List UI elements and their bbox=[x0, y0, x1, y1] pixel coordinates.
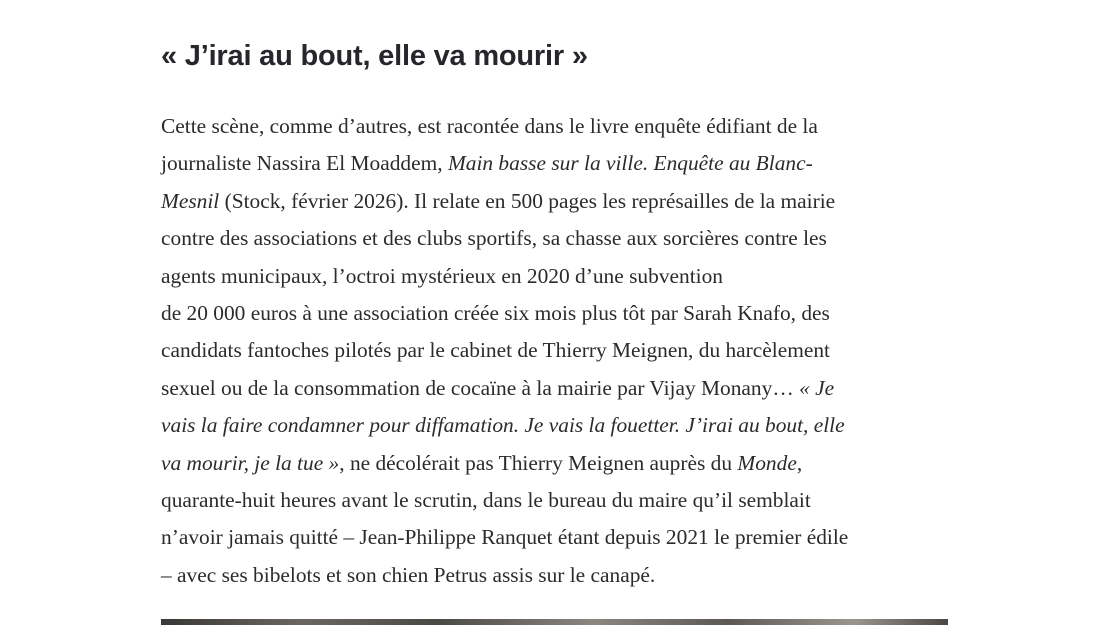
article-paragraph bbox=[161, 108, 951, 594]
text-run: journaliste Nassira El Moaddem, bbox=[161, 151, 448, 176]
paragraph-line bbox=[161, 407, 951, 444]
paragraph-line bbox=[161, 445, 951, 482]
italic-text: Main basse sur la ville. Enquête au Blanc- bbox=[447, 151, 813, 176]
text-run: agents municipaux, l’octroi mystérieux en 2020 d’une subvention bbox=[161, 263, 723, 288]
italic-text: vais la faire condamner pour diffamation. Je vais la fouetter. J’irai au bout, elle bbox=[161, 413, 845, 438]
article bbox=[161, 0, 951, 594]
italic-text: va mourir, je la tue » bbox=[161, 450, 340, 475]
text-run: de 20 000 euros à une association créée six mois plus tôt par Sarah Knafo, des bbox=[161, 301, 830, 326]
paragraph-line bbox=[161, 482, 951, 519]
paragraph-line bbox=[161, 145, 951, 182]
text-run: (Stock, février 2026). Il relate en 500 pages les représailles de la mairie bbox=[219, 188, 836, 213]
paragraph-line bbox=[161, 220, 951, 257]
text-run: – avec ses bibelots et son chien Petrus assis sur le canapé. bbox=[161, 562, 656, 587]
text-run: sexuel ou de la consommation de cocaïne à la mairie par Vijay Monany… bbox=[161, 375, 800, 400]
text-run: , bbox=[796, 450, 803, 475]
paragraph-line bbox=[161, 370, 951, 407]
paragraph-line bbox=[161, 108, 951, 145]
text-run: quarante-huit heures avant le scrutin, dans le bureau du maire qu’il semblait bbox=[161, 488, 811, 513]
paragraph-line bbox=[161, 332, 951, 369]
paragraph-line bbox=[161, 258, 951, 295]
text-run: Cette scène, comme d’autres, est racontée dans le livre enquête édifiant de la bbox=[161, 114, 818, 138]
text-run: , ne décolérait pas Thierry Meignen auprès du bbox=[339, 450, 738, 475]
italic-text: « Je bbox=[799, 375, 835, 400]
text-run: contre des associations et des clubs sportifs, sa chasse aux sorcières contre les bbox=[161, 226, 827, 251]
text-run: n’avoir jamais quitté – Jean-Philippe Ranquet étant depuis 2021 le premier édile bbox=[161, 525, 849, 550]
paragraph-line bbox=[161, 183, 951, 220]
paragraph-line bbox=[161, 519, 951, 556]
section-heading: « J’irai au bout, elle va mourir » bbox=[161, 40, 588, 72]
paragraph-line bbox=[161, 295, 951, 332]
italic-text: Mesnil bbox=[161, 188, 220, 213]
paragraph-line bbox=[161, 557, 951, 594]
article-photo bbox=[161, 619, 948, 625]
italic-text: Monde bbox=[737, 450, 797, 475]
text-run: candidats fantoches pilotés par le cabinet de Thierry Meignen, du harcèlement bbox=[161, 338, 830, 363]
